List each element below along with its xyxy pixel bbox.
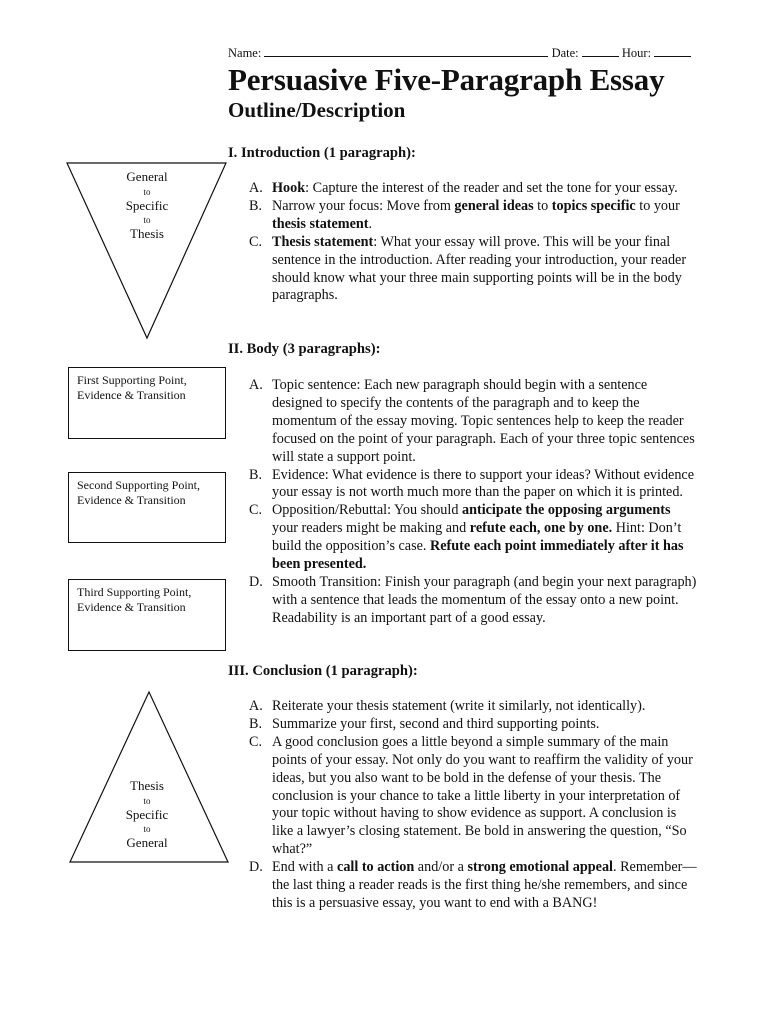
emphasis-text: anticipate the opposing arguments — [461, 502, 671, 519]
item-marker: A. — [249, 698, 263, 714]
student-info-line — [228, 44, 700, 61]
introduction-list — [245, 180, 700, 305]
outline-item — [245, 716, 700, 734]
outline-item — [245, 698, 700, 716]
item-text: Topic sentence: Each new paragraph should begin with a sentence designed to specify the contents of the paragraph and to keep the momentum of the essay moving. Topic sentences help to keep the reader focused on the point of your paragraph. Each of your three topic sentences will state a support point. — [272, 377, 695, 465]
item-text: and/or a — [414, 859, 468, 876]
conclusion-list — [245, 698, 700, 913]
item-text: . Remember—the last thing a reader reads is the first thing he/she remembers, and since this is a persuasive essay, you want to end with a BANG! — [272, 859, 697, 911]
hour-label: Hour: — [621, 46, 652, 60]
item-marker: D. — [249, 573, 263, 590]
item-marker: C. — [249, 733, 263, 750]
emphasis-text: Thesis statement — [272, 233, 374, 250]
outline-item — [245, 377, 700, 467]
intro-funnel-label: General to Specific to Thesis — [125, 169, 169, 241]
name-label: Name: — [228, 46, 262, 60]
outline-item — [245, 467, 700, 503]
item-text: Reiterate your thesis statement (write it similarly, not identically). — [272, 698, 646, 714]
item-text: A good conclusion goes a little beyond a simple summary of the main points of your essay. Not only do you want to reaffirm the validity of your ideas, but you also want to be bold in the defense of your thesis. The conclusion is your chance to take a little liberty in your interpretation of your topic without having to show evidence as support. A conclusion is like a lawyer’s closing statement. Be bold in answering the question, “So what?” — [272, 733, 693, 858]
item-text: Opposition/Rebuttal: You should — [272, 502, 462, 519]
page-title: Persuasive Five-Paragraph Essay — [228, 62, 665, 97]
section-heading-conclusion: III. Conclusion (1 paragraph): — [228, 663, 418, 679]
item-marker: C. — [249, 502, 263, 519]
item-text: to your — [635, 197, 680, 214]
item-marker: D. — [249, 859, 263, 876]
outline-item — [245, 859, 700, 913]
item-text: Narrow your focus: Move from — [272, 197, 455, 214]
item-marker: A. — [249, 180, 263, 196]
section-heading-introduction: I. Introduction (1 paragraph): — [228, 145, 416, 161]
item-marker: A. — [249, 377, 263, 393]
emphasis-text: strong emotional appeal — [467, 859, 613, 876]
item-text: Summarize your first, second and third supporting points. — [272, 715, 600, 732]
item-text: . — [368, 215, 373, 232]
section-heading-body: II. Body (3 paragraphs): — [228, 341, 381, 357]
page-subtitle: Outline/Description — [228, 98, 406, 122]
emphasis-text: refute each, one by one. — [469, 520, 613, 537]
item-marker: C. — [249, 233, 263, 250]
emphasis-text: thesis statement — [272, 215, 369, 232]
conclusion-pyramid-label: Thesis to Specific to General — [125, 778, 169, 850]
body-box-second: Second Supporting Point, Evidence & Transition — [68, 472, 226, 543]
emphasis-text: topics specific — [551, 197, 636, 214]
item-text: Evidence: What evidence is there to support your ideas? Without evidence your essay is not worth much more than the paper on which it is printed. — [272, 466, 695, 501]
outline-item — [245, 574, 700, 628]
body-list — [245, 377, 700, 628]
item-text: your readers might be making and — [272, 520, 470, 537]
name-blank[interactable] — [264, 44, 548, 57]
emphasis-text: Hook — [272, 180, 306, 196]
item-text: : Capture the interest of the reader and set the tone for your essay. — [305, 180, 678, 196]
outline-item — [245, 198, 700, 234]
item-marker: B. — [249, 197, 263, 214]
emphasis-text: general ideas — [454, 197, 534, 214]
date-label: Date: — [551, 46, 579, 60]
emphasis-text: Refute each point immediately after it has been presented. — [272, 538, 684, 573]
date-blank[interactable] — [582, 44, 619, 57]
item-text: : What your essay will prove. This will be your final sentence in the introduction. After reading your introduction, your reader should know what your three main supporting points will be in the body paragraphs. — [272, 233, 687, 304]
item-text: End with a — [272, 859, 338, 876]
outline-item — [245, 180, 700, 198]
body-box-third: Third Supporting Point, Evidence & Transition — [68, 579, 226, 651]
emphasis-text: call to action — [337, 859, 415, 876]
outline-item — [245, 502, 700, 574]
item-text: Hint: Don’t build the opposition’s case. — [272, 520, 682, 555]
item-text: to — [533, 197, 552, 214]
body-box-first: First Supporting Point, Evidence & Transition — [68, 367, 226, 439]
item-text: Smooth Transition: Finish your paragraph (and begin your next paragraph) with a sentence that leads the momentum of the essay onto a new point. Readability is an important part of a good essay. — [272, 573, 697, 626]
item-marker: B. — [249, 466, 263, 483]
outline-item — [245, 234, 700, 306]
hour-blank[interactable] — [654, 44, 691, 57]
outline-item — [245, 734, 700, 859]
item-marker: B. — [249, 715, 263, 732]
